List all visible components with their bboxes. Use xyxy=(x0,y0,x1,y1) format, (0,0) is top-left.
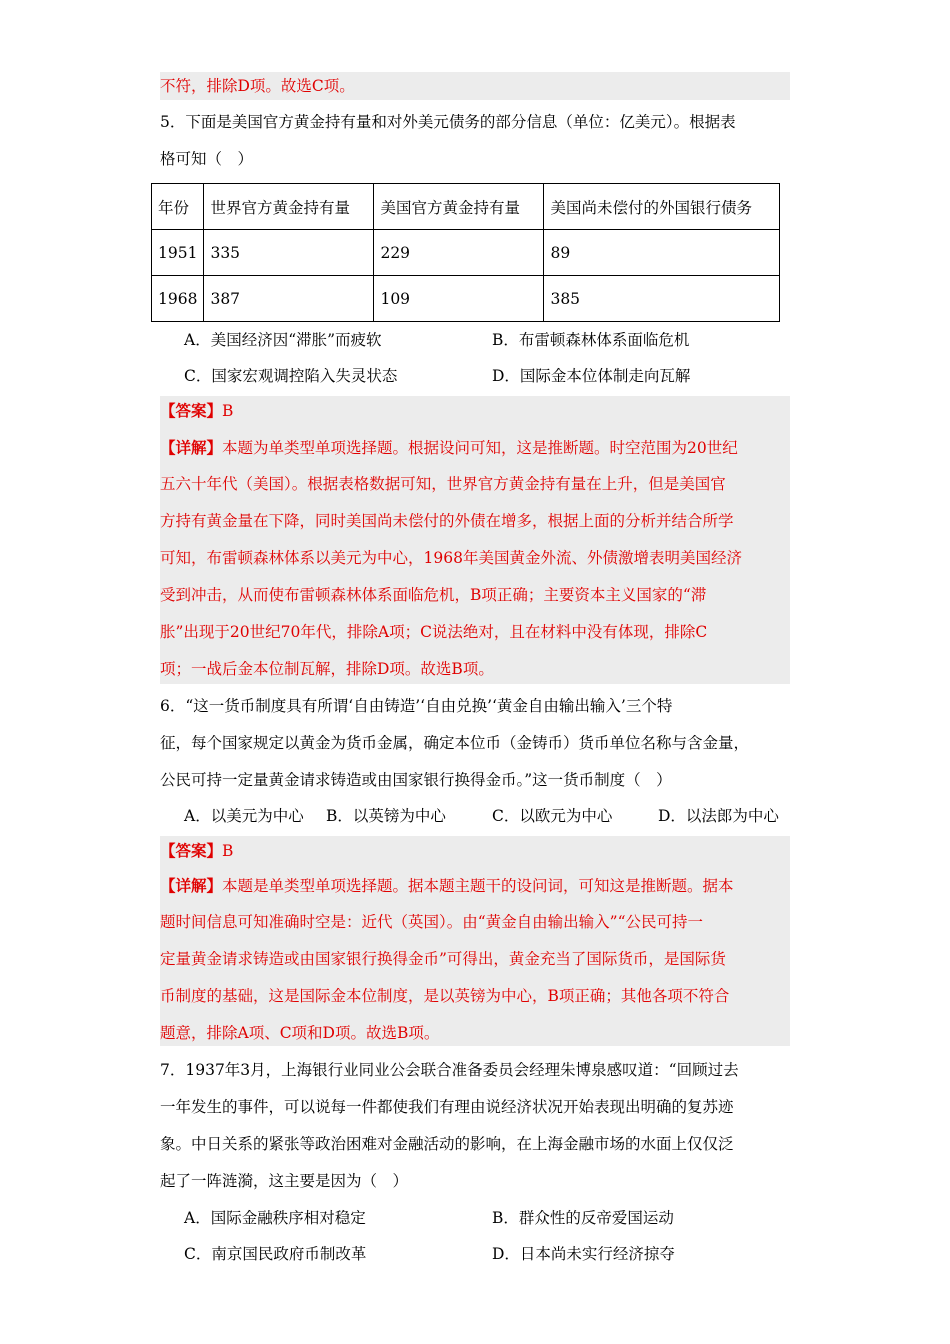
q6-option-c: C．以欧元为中心 xyxy=(492,807,613,825)
q7-stem-line-4: 起了一阵涟漪，这主要是因为（ ） xyxy=(160,1172,409,1190)
q7-option-d: D．日本尚未实行经济掠夺 xyxy=(492,1245,675,1263)
answer-value: B xyxy=(222,842,234,860)
answer-tag: 【答案】 xyxy=(160,841,223,860)
table-header-cell: 美国尚未偿付的外国银行债务 xyxy=(544,184,780,230)
table-header-row xyxy=(152,184,780,230)
q5-detail-line-7: 项；一战后金本位制瓦解，排除D项。故选B项。 xyxy=(160,660,494,678)
q5-detail-line-3: 方持有黄金量在下降，同时美国尚未偿付的外债在增多，根据上面的分析并结合所学 xyxy=(160,512,734,530)
table-header-cell: 世界官方黄金持有量 xyxy=(204,184,374,230)
q7-option-b: B．群众性的反帝爱国运动 xyxy=(492,1209,674,1227)
q5-stem-line-1: 5．下面是美国官方黄金持有量和对外美元债务的部分信息（单位：亿美元）。根据表 xyxy=(160,113,736,131)
q5-answer xyxy=(160,392,790,429)
q7-option-a: A．国际金融秩序相对稳定 xyxy=(184,1209,366,1227)
q7-stem-line-2: 一年发生的事件，可以说每一件都使我们有理由说经济状况开始表现出明确的复苏迹 xyxy=(160,1098,734,1116)
detail-tag: 【详解】 xyxy=(160,876,223,895)
table-cell: 109 xyxy=(374,276,544,322)
q6-answer xyxy=(160,832,790,869)
q6-detail-line-3: 定量黄金请求铸造或由国家银行换得金币”可得出，黄金充当了国际货币，是国际货 xyxy=(160,950,726,968)
table-cell: 385 xyxy=(544,276,780,322)
q6-detail-line-5: 题意，排除A项、C项和D项。故选B项。 xyxy=(160,1024,440,1042)
q5-stem-line-2: 格可知（ ） xyxy=(160,150,254,168)
q6-stem-line-2: 征，每个国家规定以黄金为货币金属，确定本位币（金铸币）货币单位名称与含金量， xyxy=(160,734,750,752)
table-cell: 335 xyxy=(204,230,374,276)
q5-option-b: B．布雷顿森林体系面临危机 xyxy=(492,331,690,349)
gold-holdings-table xyxy=(151,183,780,322)
table-cell: 89 xyxy=(544,230,780,276)
q5-detail-line-4: 可知，布雷顿森林体系以美元为中心，1968年美国黄金外流、外债激增表明美国经济 xyxy=(160,549,742,567)
q5-detail-line-5: 受到冲击，从而使布雷顿森林体系面临危机，B项正确；主要资本主义国家的“滞 xyxy=(160,586,707,604)
answer-tag: 【答案】 xyxy=(160,401,223,420)
q7-stem-line-3: 象。中日关系的紧张等政治困难对金融活动的影响，在上海金融市场的水面上仅仅泛 xyxy=(160,1135,734,1153)
q7-option-c: C．南京国民政府币制改革 xyxy=(184,1245,367,1263)
table-header-cell: 年份 xyxy=(152,184,204,230)
table-row xyxy=(152,276,780,322)
q5-detail-line-6: 胀”出现于20世纪70年代，排除A项；C说法绝对，且在材料中没有体现，排除C xyxy=(160,623,708,641)
q6-detail-line-1: 【详解】本题是单类型单项选择题。据本题主题干的设问词，可知这是推断题。据本 xyxy=(160,876,734,895)
q6-option-b: B．以英镑为中心 xyxy=(326,807,446,825)
q6-detail-line-2: 题时间信息可知准确时空是：近代（英国）。由“黄金自由输出输入”“公民可持一 xyxy=(160,913,704,931)
q5-option-c: C．国家宏观调控陷入失灵状态 xyxy=(184,367,398,385)
q5-option-d: D．国际金本位体制走向瓦解 xyxy=(492,367,691,385)
q6-option-d: D．以法郎为中心 xyxy=(658,807,779,825)
q5-detail-line-2: 五六十年代（美国）。根据表格数据可知，世界官方黄金持有量在上升，但是美国官 xyxy=(160,475,726,493)
table-cell: 229 xyxy=(374,230,544,276)
detail-tag: 【详解】 xyxy=(160,438,223,457)
table-cell: 1951 xyxy=(152,230,204,276)
answer-value: B xyxy=(222,402,234,420)
table-row xyxy=(152,230,780,276)
q6-detail-line-4: 币制度的基础，这是国际金本位制度，是以英镑为中心，B项正确；其他各项不符合 xyxy=(160,987,730,1005)
q5-option-a: A．美国经济因“滞胀”而疲软 xyxy=(184,331,382,349)
q6-stem-line-3: 公民可持一定量黄金请求铸造或由国家银行换得金币。”这一货币制度（ ） xyxy=(160,771,672,789)
q6-option-a: A．以美元为中心 xyxy=(184,807,304,825)
prev-detail-tail: 不符，排除D项。故选C项。 xyxy=(160,77,355,95)
q5-detail-line-1: 【详解】本题为单类型单项选择题。根据设问可知，这是推断题。时空范围为20世纪 xyxy=(160,438,738,457)
table-cell: 387 xyxy=(204,276,374,322)
table-cell: 1968 xyxy=(152,276,204,322)
q6-stem-line-1: 6．“这一货币制度具有所谓‘自由铸造’‘自由兑换’‘黄金自由输出输入’三个特 xyxy=(160,697,673,715)
table-header-cell: 美国官方黄金持有量 xyxy=(374,184,544,230)
q7-stem-line-1: 7．1937年3月，上海银行业同业公会联合准备委员会经理朱博泉感叹道：“回顾过去 xyxy=(160,1061,739,1079)
